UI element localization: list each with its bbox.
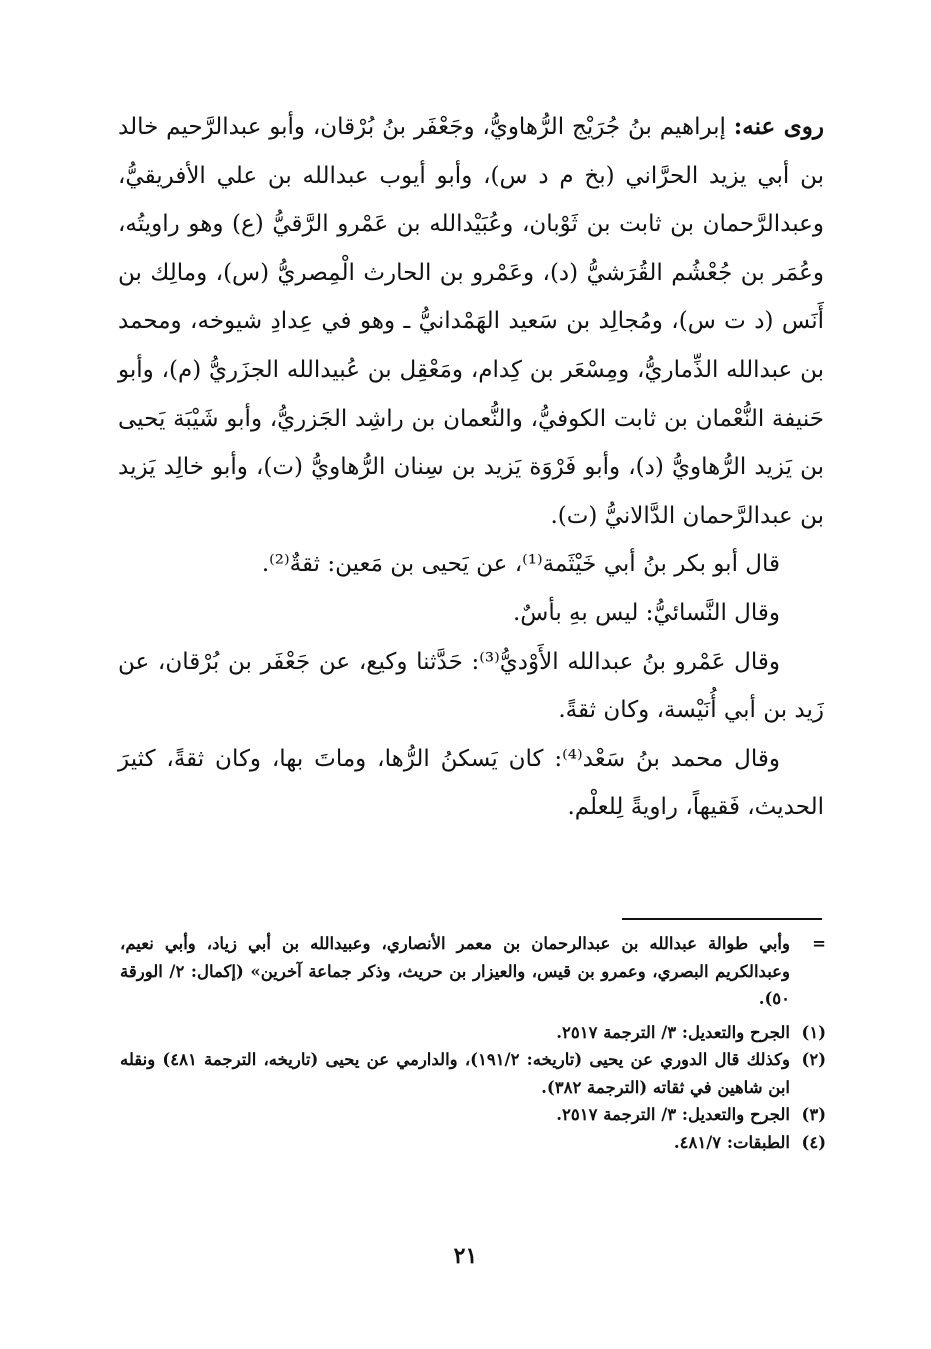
footnote-marker: (٣) — [801, 1105, 826, 1124]
paragraph-text: إبراهيم بنُ جُرَيْج الرُّهاويُّ، وجَعْفَر بنُ بُرْقان، وأبو عبدالرَّحيم خالد بن أبي يزيد الحرَّاني (بخ م د س)، وأبو أيوب عبدالله بن علي الأفريقيُّ، وعبدالرَّحمان بن ثابت بن ثَوْبان، وعُبَيْدالله بن عَمْرو الرَّقيُّ (ع) وهو راويتُه، وعُمَر بن جُعْشُم القُرَشيُّ (د)، وعَمْرو بن الحارث الْمِصريُّ (س)، ومالِك بن أَنَس (د ت س)، ومُجالِد بن سَعيد الهَمْدانيُّ ـ وهو في عِدادِ شيوخه، ومحمد بن عبدالله الذِّماريُّ، ومِسْعَر بن كِدام، ومَعْقِل بن عُبيدالله الجزَريُّ (م)، وأبو حَنيفة النُّعْمان بن ثابت الكوفيُّ، والنُّعمان بن راشِد الجَزريُّ، وأبو شَيْبَة يَحيى بن يَزيد الرُّهاويُّ (د)، وأبو فَرْوَة يَزيد بن سِنان الرُّهاويُّ (ت)، وأبو خالِد يَزيد بن عبدالرَّحمان الدَّالانيُّ (ت). — [118, 114, 824, 529]
paragraph-awdi: وقال عَمْرو بنُ عبدالله الأَوْديُّ⁽³⁾: حَدَّثنا وكيع، عن جَعْفَر بن بُرْقان، عن زَيد بن أبي أُنَيْسة، وكان ثقةً. — [118, 648, 824, 724]
main-text — [118, 103, 824, 832]
paragraph-lead: روى عنه: — [733, 113, 825, 140]
footnote-text: الجرح والتعديل: ٣/ الترجمة ٢٥١٧. — [556, 1105, 790, 1124]
footnote-text: وكذلك قال الدوري عن يحيى (تاريخه: ١٩١/٢)، والدارمي عن يحيى (تاريخه، الترجمة ٤٨١) ونقله ابن شاهين في ثقاته (الترجمة ٣٨٢). — [120, 1050, 790, 1097]
footnote-text: الجرح والتعديل: ٣/ الترجمة ٢٥١٧. — [556, 1022, 790, 1042]
footnote-text: وأبي طوالة عبدالله بن عبدالرحمان بن معمر الأنصاري، وعبيدالله بن أبي زياد، وأبي نعيم، وعبدالكريم البصري، وعمرو بن قيس، والعيزار بن حريث، وذكر جماعة آخرين» (إكمال: ٢/ الورقة ٥٠). — [120, 934, 790, 1008]
footnotes — [120, 930, 826, 1156]
footnote-4 — [120, 1129, 826, 1157]
paragraph-ibn-abi-khaythama: قال أبو بكر بنُ أبي خَيْثَمة⁽¹⁾، عن يَحيى بن مَعين: ثقةٌ⁽²⁾. — [261, 551, 780, 578]
footnote-divider — [622, 918, 822, 920]
footnote-text: الطبقات: ٤٨١/٧. — [673, 1132, 790, 1152]
footnote-continuation — [120, 930, 826, 1013]
footnote-1 — [120, 1019, 826, 1047]
footnote-marker: = — [812, 934, 826, 953]
footnote-marker: (٤) — [801, 1132, 826, 1152]
paragraph-ibn-saad: وقال محمد بنُ سَعْد⁽⁴⁾: كان يَسكنُ الرُّها، وماتَ بها، وكان ثقةً، كثيرَ الحديث، فَقيهاً، راويةً لِلعلْم. — [118, 745, 824, 821]
paragraph-nasai: وقال النَّسائيُّ: ليس بهِ بأسٌ. — [512, 599, 780, 626]
footnote-marker: (١) — [801, 1022, 826, 1042]
page-number: ٢١ — [453, 1243, 478, 1269]
footnote-marker: (٢) — [801, 1050, 826, 1069]
footnote-2 — [120, 1046, 826, 1101]
footnote-3 — [120, 1101, 826, 1129]
paragraph-narrators — [118, 103, 824, 540]
